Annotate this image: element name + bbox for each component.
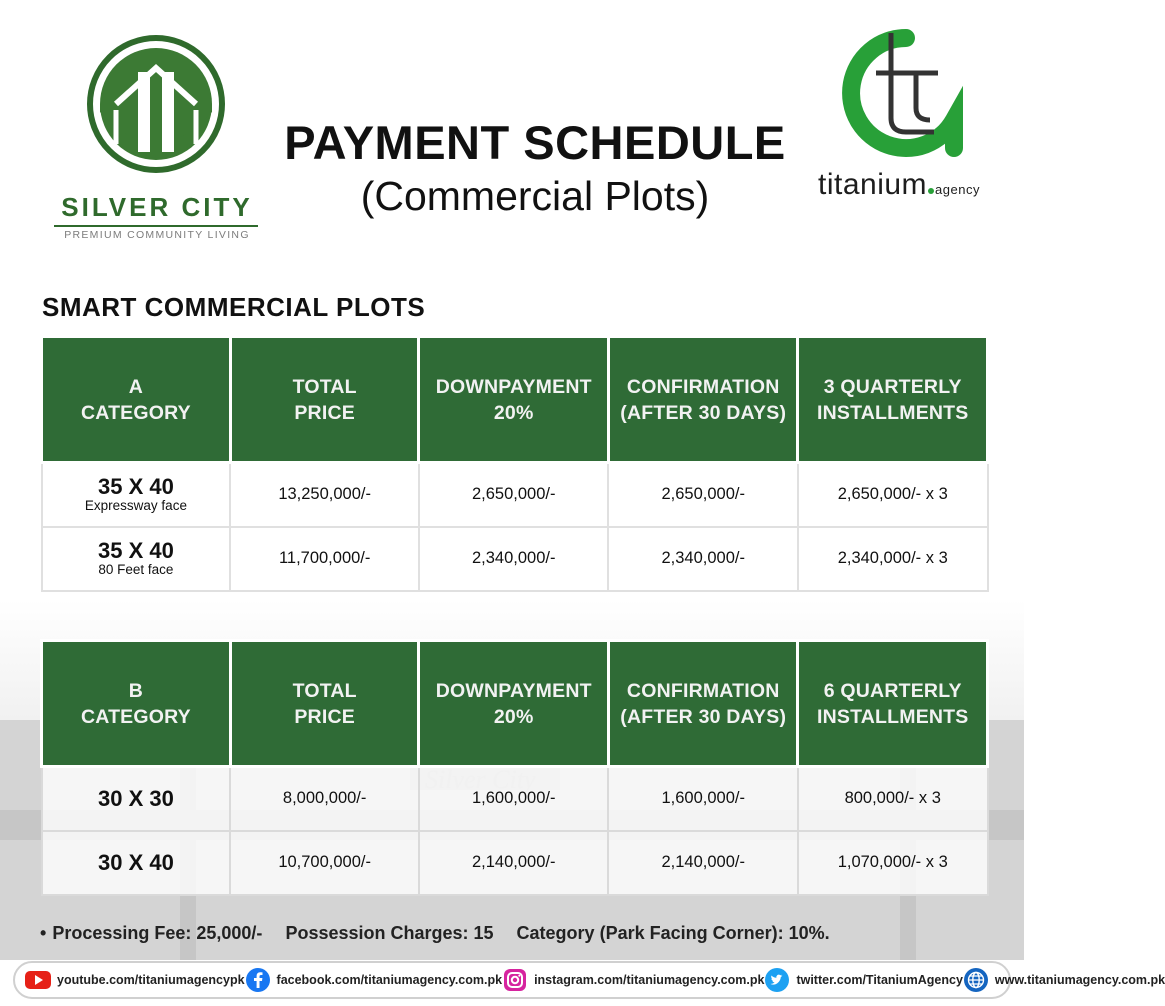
page-title: PAYMENT SCHEDULE — [284, 116, 786, 169]
titanium-ta-monogram-icon — [846, 28, 966, 158]
globe-icon — [963, 967, 989, 993]
brand-name: SILVER CITY — [61, 192, 253, 222]
downpayment-cell: 2,140,000/- — [419, 831, 609, 895]
category-a-table — [40, 335, 989, 592]
youtube-icon — [25, 967, 51, 993]
installments-cell: 2,650,000/- x 3 — [798, 463, 988, 527]
facebook-link-text: facebook.com/titaniumagency.com.pk — [276, 973, 503, 987]
category-b-table — [40, 639, 989, 896]
brand-tagline: PREMIUM COMMUNITY LIVING — [64, 229, 250, 241]
header-confirmation: CONFIRMATION (AFTER 30 DAYS) — [608, 641, 797, 767]
header-installments: 6 QUARTERLY INSTALLMENTS — [798, 641, 988, 767]
agency-dot — [928, 188, 934, 194]
installments-cell: 2,340,000/- x 3 — [798, 527, 988, 591]
youtube-link[interactable] — [25, 967, 245, 993]
table-row — [42, 463, 988, 527]
facebook-link[interactable] — [245, 967, 503, 993]
section-heading: SMART COMMERCIAL PLOTS — [42, 292, 426, 322]
total-price-cell: 13,250,000/- — [230, 463, 419, 527]
agency-suffix: agency — [935, 182, 980, 197]
header-downpayment: DOWNPAYMENT 20% — [419, 337, 609, 463]
brand-divider — [54, 225, 258, 227]
installments-cell: 1,070,000/- x 3 — [798, 831, 988, 895]
plot-face-note: Expressway face — [84, 498, 187, 514]
plot-face-note: 80 Feet face — [98, 562, 174, 577]
confirmation-cell: 2,340,000/- — [608, 527, 797, 591]
twitter-link-text: twitter.com/TitaniumAgency — [796, 973, 963, 987]
header-total-price: TOTAL PRICE — [230, 641, 419, 767]
agency-name: titanium — [818, 168, 928, 201]
header-installments: 3 QUARTERLY INSTALLMENTS — [798, 337, 988, 463]
header-downpayment: DOWNPAYMENT 20% — [419, 641, 609, 767]
downpayment-cell: 2,340,000/- — [419, 527, 609, 591]
total-price-cell: 10,700,000/- — [230, 831, 419, 895]
agency-wordmark — [818, 168, 980, 202]
fees-note — [40, 923, 848, 944]
plot-size-cell: 35 X 40 80 Feet face — [42, 527, 231, 591]
confirmation-cell: 1,600,000/- — [608, 767, 797, 831]
header-confirmation: CONFIRMATION (AFTER 30 DAYS) — [608, 337, 797, 463]
page-subtitle: (Commercial Plots) — [360, 173, 710, 219]
header-category: A CATEGORY — [42, 337, 231, 463]
instagram-icon — [502, 967, 528, 993]
confirmation-cell: 2,650,000/- — [608, 463, 797, 527]
header-category: B CATEGORY — [42, 641, 231, 767]
total-price-cell: 8,000,000/- — [230, 767, 419, 831]
social-links-bar — [13, 961, 1165, 999]
table-row — [42, 767, 988, 831]
installments-cell: 800,000/- x 3 — [798, 767, 988, 831]
facebook-icon — [245, 967, 271, 993]
twitter-link[interactable] — [764, 967, 962, 993]
processing-fee-text: Processing Fee: 25,000/- — [52, 923, 263, 943]
website-link[interactable] — [963, 967, 1165, 993]
plot-size-cell: 30 X 40 — [42, 831, 231, 895]
table-header-row — [42, 337, 988, 463]
instagram-link[interactable] — [502, 967, 764, 993]
instagram-link-text: instagram.com/titaniumagency.com.pk — [534, 973, 765, 987]
confirmation-cell: 2,140,000/- — [608, 831, 797, 895]
titanium-agency-logo — [810, 28, 1020, 201]
bullet-icon: • — [40, 923, 47, 943]
twitter-icon — [764, 967, 790, 993]
page-title-block — [230, 115, 840, 221]
total-price-cell: 11,700,000/- — [230, 527, 419, 591]
possession-charges-text: Possession Charges: 15 — [285, 923, 494, 943]
downpayment-cell: 2,650,000/- — [419, 463, 609, 527]
silver-city-emblem-icon — [86, 34, 226, 174]
category-charge-text: Category (Park Facing Corner): 10%. — [516, 923, 830, 943]
website-link-text: www.titaniumagency.com.pk — [994, 973, 1165, 987]
table-row — [42, 831, 988, 895]
downpayment-cell: 1,600,000/- — [419, 767, 609, 831]
table-row — [42, 527, 988, 591]
table-header-row — [42, 641, 988, 767]
plot-size-cell: 30 X 30 — [42, 767, 231, 831]
youtube-link-text: youtube.com/titaniumagencypk — [57, 973, 245, 987]
plot-size-cell: 35 X 40 Expressway face — [42, 463, 231, 527]
header-total-price: TOTAL PRICE — [230, 337, 419, 463]
